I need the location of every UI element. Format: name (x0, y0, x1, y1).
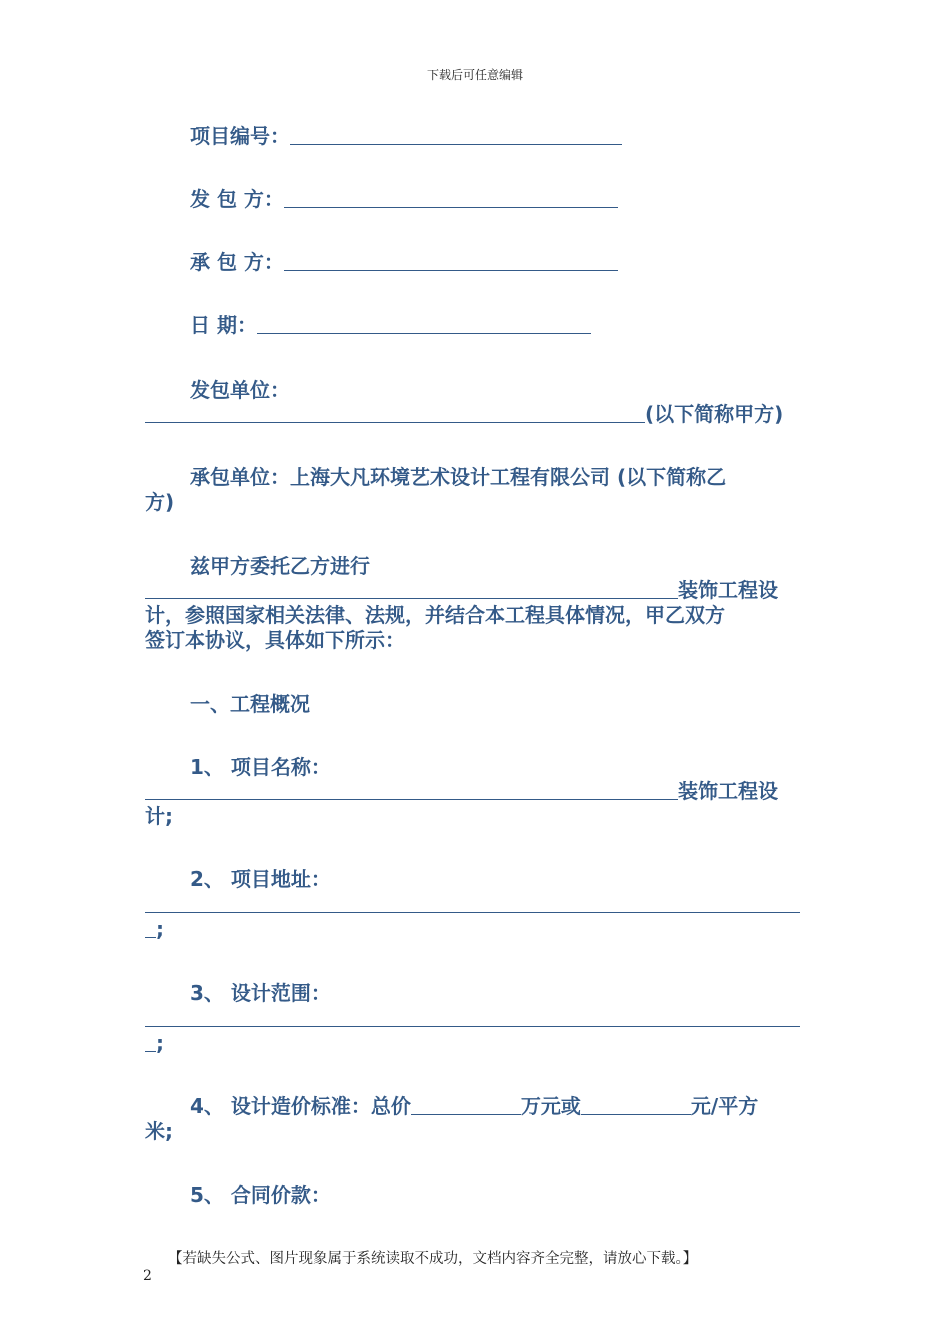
intro-line2 (145, 578, 778, 602)
item4-line (190, 1094, 758, 1118)
item2-blank-tail (145, 919, 156, 938)
intro-project-blank (145, 580, 678, 599)
client-field (190, 187, 618, 211)
intro-line3: 计，参照国家相关法律、法规，并结合本工程具体情况，甲乙双方 (145, 603, 725, 627)
item4-total-blank (411, 1096, 521, 1115)
page-header: 下载后可任意编辑 (426, 68, 523, 82)
item4-mid: 万元或 (520, 1094, 581, 1118)
item4-end: 米; (145, 1119, 173, 1143)
item3-end: ; (156, 1031, 164, 1055)
item4-prefix: 4、 设计造价标准：总价 (190, 1094, 411, 1118)
item5-label: 5、 合同价款： (190, 1183, 331, 1207)
item1-blank (145, 781, 678, 800)
client-unit-line (145, 402, 783, 426)
intro-line1: 兹甲方委托乙方进行 (190, 554, 370, 578)
client-blank (284, 189, 618, 208)
item3-line (145, 1006, 800, 1030)
intro-line4: 签订本协议，具体如下所示： (145, 628, 405, 652)
footer-notice: 【若缺失公式、图片现象属于系统读取不成功，文档内容齐全完整，请放心下载。】 (168, 1251, 698, 1267)
item1-end: 计; (145, 804, 173, 828)
contractor-unit-line1: 承包单位：上海大凡环境艺术设计工程有限公司 (以下简称乙 (190, 465, 727, 489)
contractor-field (190, 250, 618, 274)
client-unit-suffix: (以下简称甲方) (645, 402, 784, 426)
item4-suffix: 元/平方 (690, 1094, 759, 1118)
item1-label: 1、 项目名称： (190, 755, 331, 779)
item2-end-line (145, 917, 164, 941)
item3-end-line (145, 1031, 164, 1055)
date-label: 日 期： (190, 313, 257, 337)
item1-line (145, 779, 778, 803)
item2-line (145, 892, 800, 916)
item2-label: 2、 项目地址： (190, 867, 331, 891)
project-number-label: 项目编号： (190, 124, 290, 148)
item3-blank-tail (145, 1033, 156, 1052)
contractor-label: 承 包 方： (190, 250, 284, 274)
item1-suffix: 装饰工程设 (678, 779, 778, 803)
item3-label: 3、 设计范围： (190, 981, 331, 1005)
client-unit-blank (145, 404, 645, 423)
date-field (190, 313, 591, 337)
contractor-unit-line2: 方) (145, 490, 175, 514)
section-title: 一、工程概况 (190, 692, 310, 716)
item2-end: ; (156, 917, 164, 941)
project-number-field (190, 124, 622, 148)
page-number: 2 (143, 1268, 152, 1284)
project-number-blank (290, 126, 622, 145)
client-unit-label: 发包单位： (190, 378, 290, 402)
contractor-blank (284, 252, 618, 271)
item4-unit-blank (581, 1096, 691, 1115)
date-blank (257, 315, 591, 334)
item2-blank (145, 894, 800, 913)
client-label: 发 包 方： (190, 187, 284, 211)
intro-suffix: 装饰工程设 (678, 578, 778, 602)
item3-blank (145, 1008, 800, 1027)
